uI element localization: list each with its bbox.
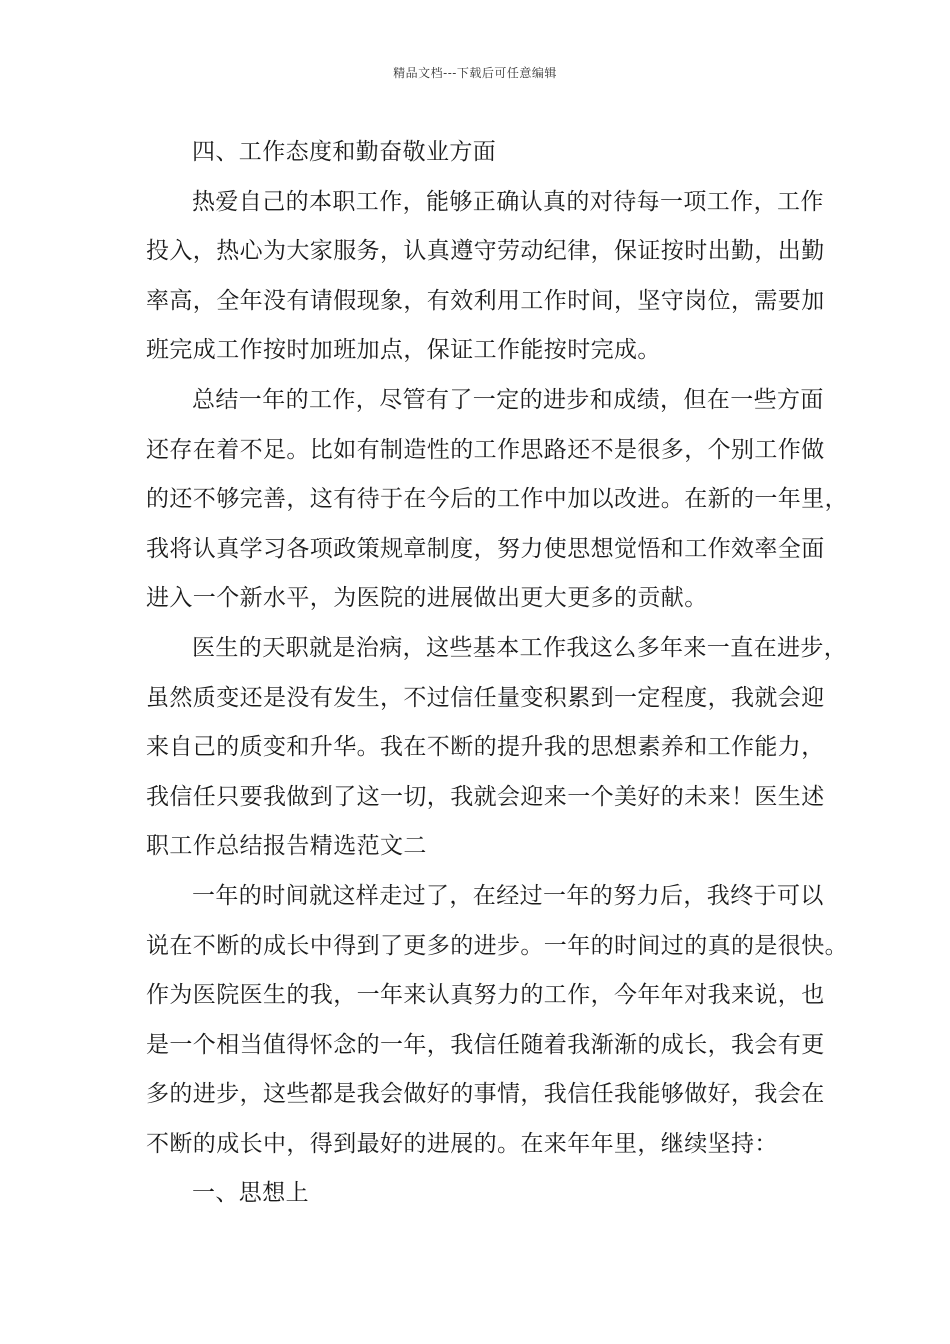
text-line: 职工作总结报告精选范文二 (146, 833, 427, 860)
text-line: 一、思想上 (192, 1180, 309, 1207)
text-line: 进入一个新水平，为医院的进展做出更大更多的贡献。 (146, 585, 708, 612)
text-line: 投入，热心为大家服务，认真遵守劳动纪律，保证按时出勤，出勤 (146, 238, 825, 265)
text-line: 来自己的质变和升华。我在不断的提升我的思想素养和工作能力， (146, 734, 825, 761)
text-line: 不断的成长中，得到最好的进展的。在来年年里，继续坚持： (146, 1130, 778, 1157)
text-line: 四、工作态度和勤奋敬业方面 (192, 139, 497, 165)
text-line: 虽然质变还是没有发生，不过信任量变积累到一定程度，我就会迎 (146, 684, 825, 711)
text-line: 率高，全年没有请假现象，有效利用工作时间，坚守岗位，需要加 (146, 287, 825, 314)
text-line: 说在不断的成长中得到了更多的进步。一年的时间过的真的是很快。 (146, 932, 848, 959)
document-body (146, 132, 848, 1223)
text-line: 还存在着不足。比如有制造性的工作思路还不是很多，个别工作做 (146, 436, 825, 463)
text-line: 多的进步，这些都是我会做好的事情，我信任我能够做好，我会在 (146, 1081, 825, 1108)
text-line: 一年的时间就这样走过了，在经过一年的努力后，我终于可以 (192, 882, 824, 909)
text-line: 的还不够完善，这有待于在今后的工作中加以改进。在新的一年里， (146, 486, 848, 513)
text-line: 我信任只要我做到了这一切，我就会迎来一个美好的未来！医生述 (146, 783, 825, 810)
text-line: 医生的天职就是治病，这些基本工作我这么多年来一直在进步， (192, 634, 848, 661)
text-line: 是一个相当值得怀念的一年，我信任随着我渐渐的成长，我会有更 (146, 1031, 825, 1058)
text-line: 总结一年的工作，尽管有了一定的进步和成绩，但在一些方面 (192, 386, 824, 413)
text-line: 作为医院医生的我，一年来认真努力的工作，今年年对我来说，也 (146, 982, 825, 1009)
text-line: 班完成工作按时加班加点，保证工作能按时完成。 (146, 337, 661, 364)
text-line: 热爱自己的本职工作，能够正确认真的对待每一项工作，工作 (192, 188, 824, 215)
text-line: 我将认真学习各项政策规章制度，努力使思想觉悟和工作效率全面 (146, 535, 825, 562)
page-header: 精品文档---下载后可任意编辑 (393, 66, 557, 80)
